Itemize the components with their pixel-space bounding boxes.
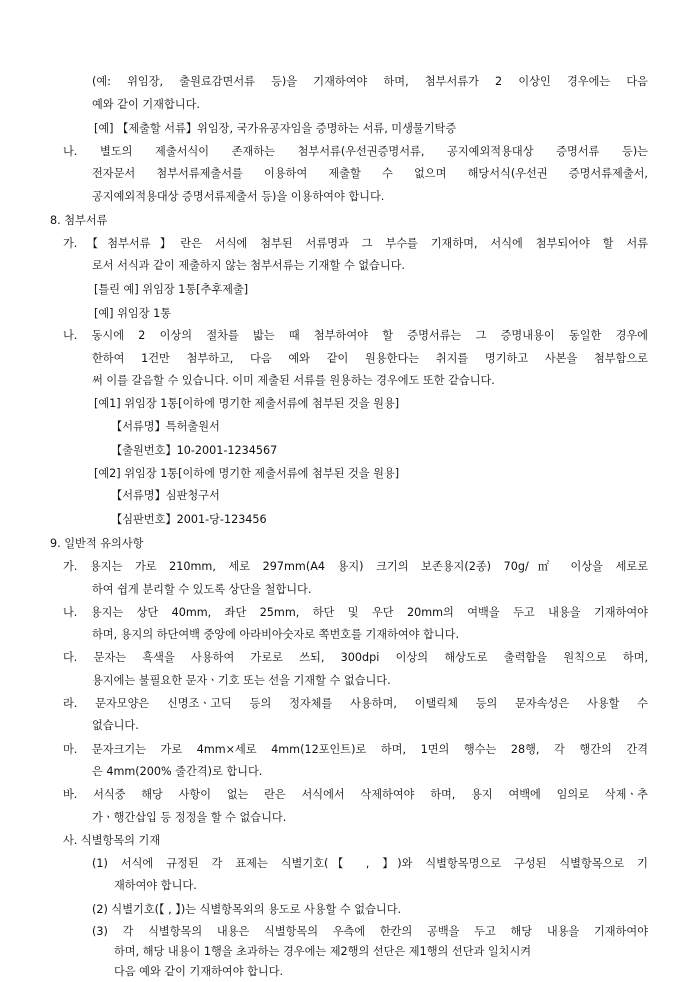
text-line: 가ㆍ행간삽입 등 정정을 할 수 없습니다.: [92, 810, 287, 824]
example-line: [예2] 위임장 1통[이하에 명기한 제출서류에 첨부된 것을 원용]: [94, 467, 400, 480]
list-item: 가.【첨부서류】란은 서식에 첨부된 서류명과 그 부수를 기재하며, 서식에 첨부되어야 할 서류: [63, 237, 648, 250]
text-line: 은 4mm(200% 줄간격)로 합니다.: [92, 764, 263, 778]
list-item: 가. 용지는 가로 210mm, 세로 297mm(A4 용지) 크기의 보존용지(2종) 70g/㎡ 이상을 세로로: [63, 560, 648, 574]
example-line: 【출원번호】10-2001-1234567: [111, 443, 278, 457]
sub-list-item: (2) 식별기호(【 , 】)는 식별항목외의 용도로 사용할 수 없습니다.: [92, 902, 402, 916]
list-item: 나. 별도의 제출서식이 존재하는 첨부서류(우선권증명서류, 공지예외적용대상 증명서류 등)는: [63, 144, 648, 158]
text-line: 없습니다.: [92, 719, 139, 733]
list-item: 사. 식별항목의 기재: [63, 833, 161, 847]
text-line: 하며, 용지의 하단여백 중앙에 아라비아숫자로 쪽번호를 기재하여야 합니다.: [92, 628, 460, 642]
example-line: [예1] 위임장 1통[이하에 명기한 제출서류에 첨부된 것을 원용]: [94, 397, 400, 411]
section-heading: 9. 일반적 유의사항: [50, 536, 144, 550]
text-line: (예: 위임장, 출원료감면서류 등)을 기재하여야 하며, 첨부서류가 2 이상인 경우에는 다음: [92, 75, 648, 88]
text-line: 로서 서식과 같이 제출하지 않는 첨부서류는 기재할 수 없습니다.: [92, 259, 405, 273]
text-line: 한하여 1건만 첨부하고, 다음 예와 같이 원용한다는 취지를 명기하고 사본을 첨부함으로: [92, 351, 648, 365]
list-item: 나. 동시에 2 이상의 절차를 밟는 때 첨부하여야 할 증명서류는 그 증명내용이 동일한 경우에: [63, 329, 648, 343]
text-line: 재하여야 합니다.: [114, 879, 197, 893]
example-line: 【서류명】특허출원서: [111, 420, 220, 434]
list-item: 바. 서식중 해당 사항이 없는 란은 서식에서 삭제하여야 하며, 용지 여백에 임의로 삭제ㆍ추: [63, 788, 648, 802]
list-item: 라. 문자모양은 신명조ㆍ고딕 등의 정자체를 사용하며, 이탤릭체 등의 문자속성은 사용할 수: [63, 697, 648, 710]
text-line: 하며, 해당 내용이 1행을 초과하는 경우에는 제2행의 선단은 제1행의 선단과 일치시켜: [114, 945, 532, 958]
text-line: 용지에는 불필요한 문자ㆍ기호 또는 선을 기재할 수 없습니다.: [92, 673, 391, 687]
section-heading: 8. 첨부서류: [50, 213, 108, 227]
example-line: 【서류명】심판청구서: [111, 489, 220, 503]
example-line: [예] 위임장 1통: [94, 306, 171, 320]
sub-list-item: (1) 서식에 규정된 각 표제는 식별기호(【 , 】)와 식별항목명으로 구성된 식별항목으로 기: [92, 857, 648, 871]
text-line: 예와 같이 기재합니다.: [92, 98, 200, 112]
text-line: 써 이를 갈음할 수 있습니다. 이미 제출된 서류를 원용하는 경우에도 또한 같습니다.: [92, 373, 495, 387]
example-line: [예] 【제출할 서류】위임장, 국가유공자임을 증명하는 서류, 미생물기탁증: [94, 121, 457, 135]
list-item: 마. 문자크기는 가로 4mm×세로 4mm(12포인트)로 하며, 1면의 행수는 28행, 각 행간의 간격: [63, 742, 648, 756]
list-item: 나. 용지는 상단 40mm, 좌단 25mm, 하단 및 우단 20mm의 여백을 두고 내용을 기재하여야: [63, 605, 648, 619]
example-line: 【심판번호】2001-당-123456: [111, 512, 267, 526]
example-line: [틀린 예] 위임장 1통[추후제출]: [94, 282, 249, 296]
text-line: 하여 쉽게 분리할 수 있도록 상단을 철합니다.: [92, 582, 312, 596]
sub-list-item: (3) 각 식별항목의 내용은 식별항목의 우측에 한칸의 공백을 두고 해당 내용을 기재하여야: [92, 925, 648, 938]
text-line: 다음 예와 같이 기재하여야 합니다.: [114, 965, 284, 978]
list-item: 다. 문자는 흑색을 사용하여 가로로 쓰되, 300dpi 이상의 해상도로 출력함을 원칙으로 하며,: [63, 651, 648, 665]
text-line: 전자문서 첨부서류제출서를 이용하여 제출할 수 없으며 해당서식(우선권 증명서류제출서,: [92, 167, 648, 181]
text-line: 공지예외적용대상 증명서류제출서 등)을 이용하여야 합니다.: [92, 189, 385, 203]
